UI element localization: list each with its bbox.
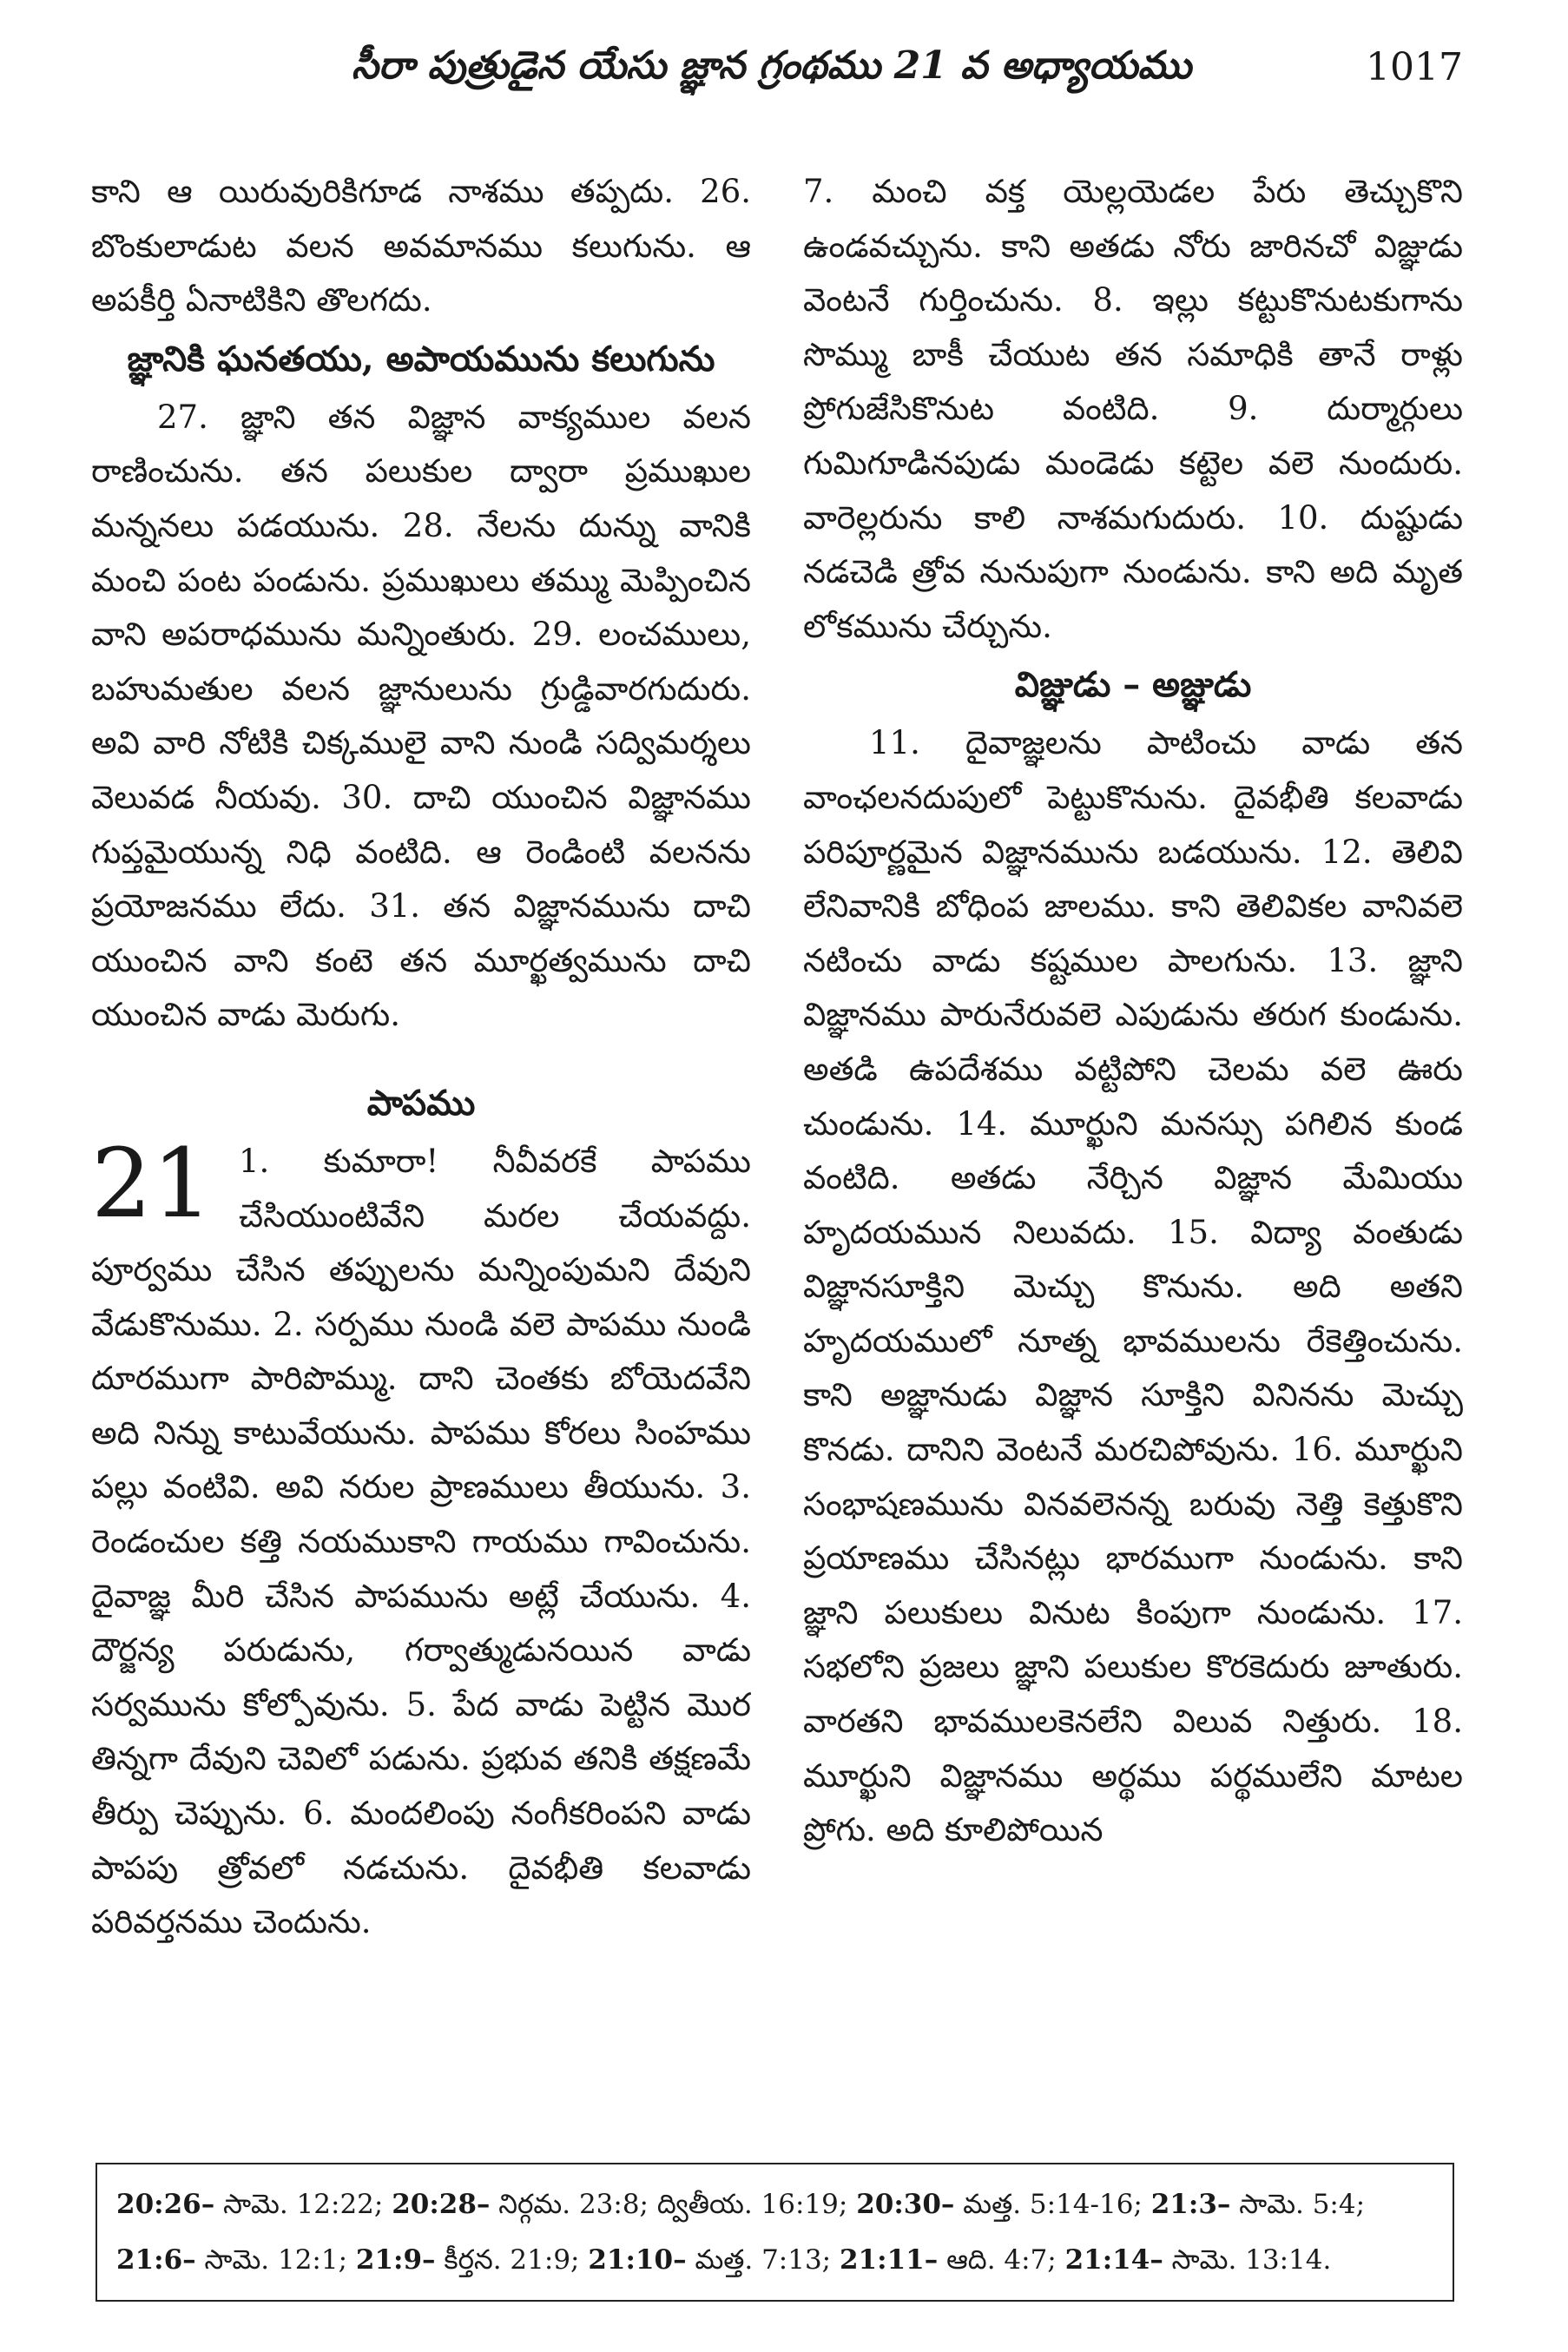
footnote-ref: 21:9– (355, 2244, 436, 2276)
footnote-ref: 20:28– (392, 2189, 491, 2220)
footnote-ref: 21:6– (116, 2244, 196, 2276)
section-heading: జ్ఞానికి ఘనతయు, అపాయమును కలుగును (127, 338, 715, 379)
footnote (840, 2244, 1065, 2276)
page-number: 1017 (1366, 45, 1463, 89)
cross-reference-box (96, 2163, 1454, 2302)
footnote-text: సామె. 5:4; (1230, 2189, 1366, 2220)
running-title: సీరా పుత్రుడైన యేసు జ్ఞాన గ్రంథము 21 వ అధ్యాయము (352, 43, 1192, 88)
right-column (803, 165, 1463, 2136)
footnote (116, 2189, 392, 2220)
footnote-text: ఆది. 4:7; (938, 2244, 1065, 2276)
footnote-text: మత్త. 5:14-16; (954, 2189, 1151, 2220)
page-header (91, 43, 1463, 113)
footnote-text: సామె. 13:14. (1163, 2244, 1332, 2276)
footnote (856, 2189, 1151, 2220)
paragraph: 1. కుమారా! నీవీవరకే పాపము చేసియుంటివేని మరల చేయవద్దు. పూర్వము చేసిన తప్పులను మన్నింపుమని దేవుని వేడుకొనుము. 2. సర్పము నుండి వలె పాపము నుండి దూరముగా పారిపొమ్ము. దాని చెంతకు బోయెదవేని అది నిన్ను కాటువేయును. పాపము కోరలు సింహము పల్లు వంటివి. అవి నరుల ప్రాణములు తీయును. 3. రెండంచుల కత్తి నయముకాని గాయము గావించును. దైవాజ్ఞ మీరి చేసిన పాపమును అట్లే చేయును. 4. దౌర్జన్య పరుడును, గర్వాత్ముడునయిన వాడు సర్వమును కోల్పోవును. 5. పేద వాడు పెట్టిన మొర తిన్నగా దేవుని చెవిలో పడును. ప్రభువ తనికి తక్షణమే తీర్పు చెప్పును. 6. మందలింపు నంగీకరింపని వాడు పాపపు త్రోవలో నడచును. దైవభీతి కలవాడు పరివర్తనము చెందును. (91, 1142, 751, 1941)
footnote (1065, 2244, 1332, 2276)
section-heading: పాపము (366, 1082, 476, 1123)
footnote-ref: 21:14– (1064, 2244, 1163, 2276)
footnote-text: సామె. 12:22; (214, 2189, 392, 2220)
footnote-text: నిర్గమ. 23:8; ద్వితీయ. 16:19; (490, 2189, 857, 2220)
footnote-ref: 21:11– (839, 2244, 939, 2276)
section-heading: విజ్ఞుడు – అజ్ఞుడు (1014, 664, 1252, 706)
paragraph: 27. జ్ఞాని తన విజ్ఞాన వాక్యముల వలన రాణించును. తన పలుకుల ద్వారా ప్రముఖుల మన్ననలు పడయును. 28. నేలను దున్ను వానికి మంచి పంట పండును. ప్రముఖులు తమ్ము మెప్పించిన వాని అపరాధమును మన్నింతురు. 29. లంచములు, బహుమతుల వలన జ్ఞానులును గ్రుడ్డివారగుదురు. అవి వారి నోటికి చిక్కములై వాని నుండి సద్విమర్శలు వెలువడ నీయవు. 30. దాచి యుంచిన విజ్ఞానము గుప్తమైయున్న నిధి వంటిది. ఆ రెండింటి వలనను ప్రయోజనము లేదు. 31. తన విజ్ఞానమును దాచి యుంచిన వాని కంటె తన మూర్ఖత్వమును దాచి యుంచిన వాడు మెరుగు. (91, 398, 751, 1034)
footnote-ref: 21:3– (1150, 2189, 1231, 2220)
paragraph: 11. దైవాజ్ఞలను పాటించు వాడు తన వాంఛలనదుపులో పెట్టుకొనును. దైవభీతి కలవాడు పరిపూర్ణమైన విజ్ఞానమును బడయును. 12. తెలివి లేనివానికి బోధింప జాలము. కాని తెలివికల వానివలె నటించు వాడు కష్టముల పాలగును. 13. జ్ఞాని విజ్ఞానము పారునేరువలె ఎపుడును తరుగ కుండును. అతడి ఉపదేశము వట్టిపోని చెలమ వలె ఊరు చుండును. 14. మూర్ఖుని మనస్సు పగిలిన కుండ వంటిది. అతడు నేర్చిన విజ్ఞాన మేమియు హృదయమున నిలువదు. 15. విద్యా వంతుడు విజ్ఞానసూక్తిని మెచ్చు కొనును. అది అతని హృదయములో నూత్న భావములను రేకెత్తించును. కాని అజ్ఞానుడు విజ్ఞాన సూక్తిని వినినను మెచ్చు కొనడు. దానిని వెంటనే మరచిపోవును. 16. మూర్ఖుని సంభాషణమును వినవలెనన్న బరువు నెత్తి కెత్తుకొని ప్రయాణము చేసినట్లు భారముగా నుండును. కాని జ్ఞాని పలుకులు వినుట కింపుగా నుండును. 17. సభలోని ప్రజలు జ్ఞాని పలుకుల కొరకెదురు జూతురు. వారతని భావములకెనలేని విలువ నిత్తురు. 18. మూర్ఖుని విజ్ఞానము అర్థము పర్థములేని మాటల ప్రోగు. అది కూలిపోయిన (803, 724, 1463, 1849)
left-column (91, 165, 751, 2136)
footnote (392, 2189, 856, 2220)
footnote-text: మత్త. 7:13; (686, 2244, 840, 2276)
chapter-number: 21 (91, 1127, 213, 1239)
paragraph: కాని ఆ యిరువురికిగూడ నాశము తప్పదు. 26. బొంకులాడుట వలన అవమానము కలుగును. ఆ అపకీర్తి ఏనాటికిని తొలగదు. (91, 173, 751, 320)
footnote-ref: 20:26– (116, 2189, 215, 2220)
footnote-ref: 20:30– (856, 2189, 955, 2220)
footnote (588, 2244, 840, 2276)
paragraph: 7. మంచి వక్త యెల్లయెడల పేరు తెచ్చుకొని ఉండవచ్చును. కాని అతడు నోరు జారినచో విజ్ఞుడు వెంటనే గుర్తించును. 8. ఇల్లు కట్టుకొనుటకుగాను సొమ్ము బాకీ చేయుట తన సమాధికి తానే రాళ్లు ప్రోగుజేసికొనుట వంటిది. 9. దుర్మార్గులు గుమిగూడినపుడు మండెడు కట్టెల వలె నుందురు. వారెల్లరును కాలి నాశమగుదురు. 10. దుష్టుడు నడచెడి త్రోవ నునుపుగా నుండును. కాని అది మృత లోకమును చేర్చును. (803, 173, 1463, 645)
footnote-ref: 21:10– (588, 2244, 687, 2276)
footnote-text: సామె. 12:1; (195, 2244, 356, 2276)
footnote-text: కీర్తన. 21:9; (435, 2244, 589, 2276)
footnote (1151, 2189, 1365, 2220)
chapter-section (91, 1077, 751, 1950)
footnote (116, 2244, 356, 2276)
footnote (356, 2244, 588, 2276)
